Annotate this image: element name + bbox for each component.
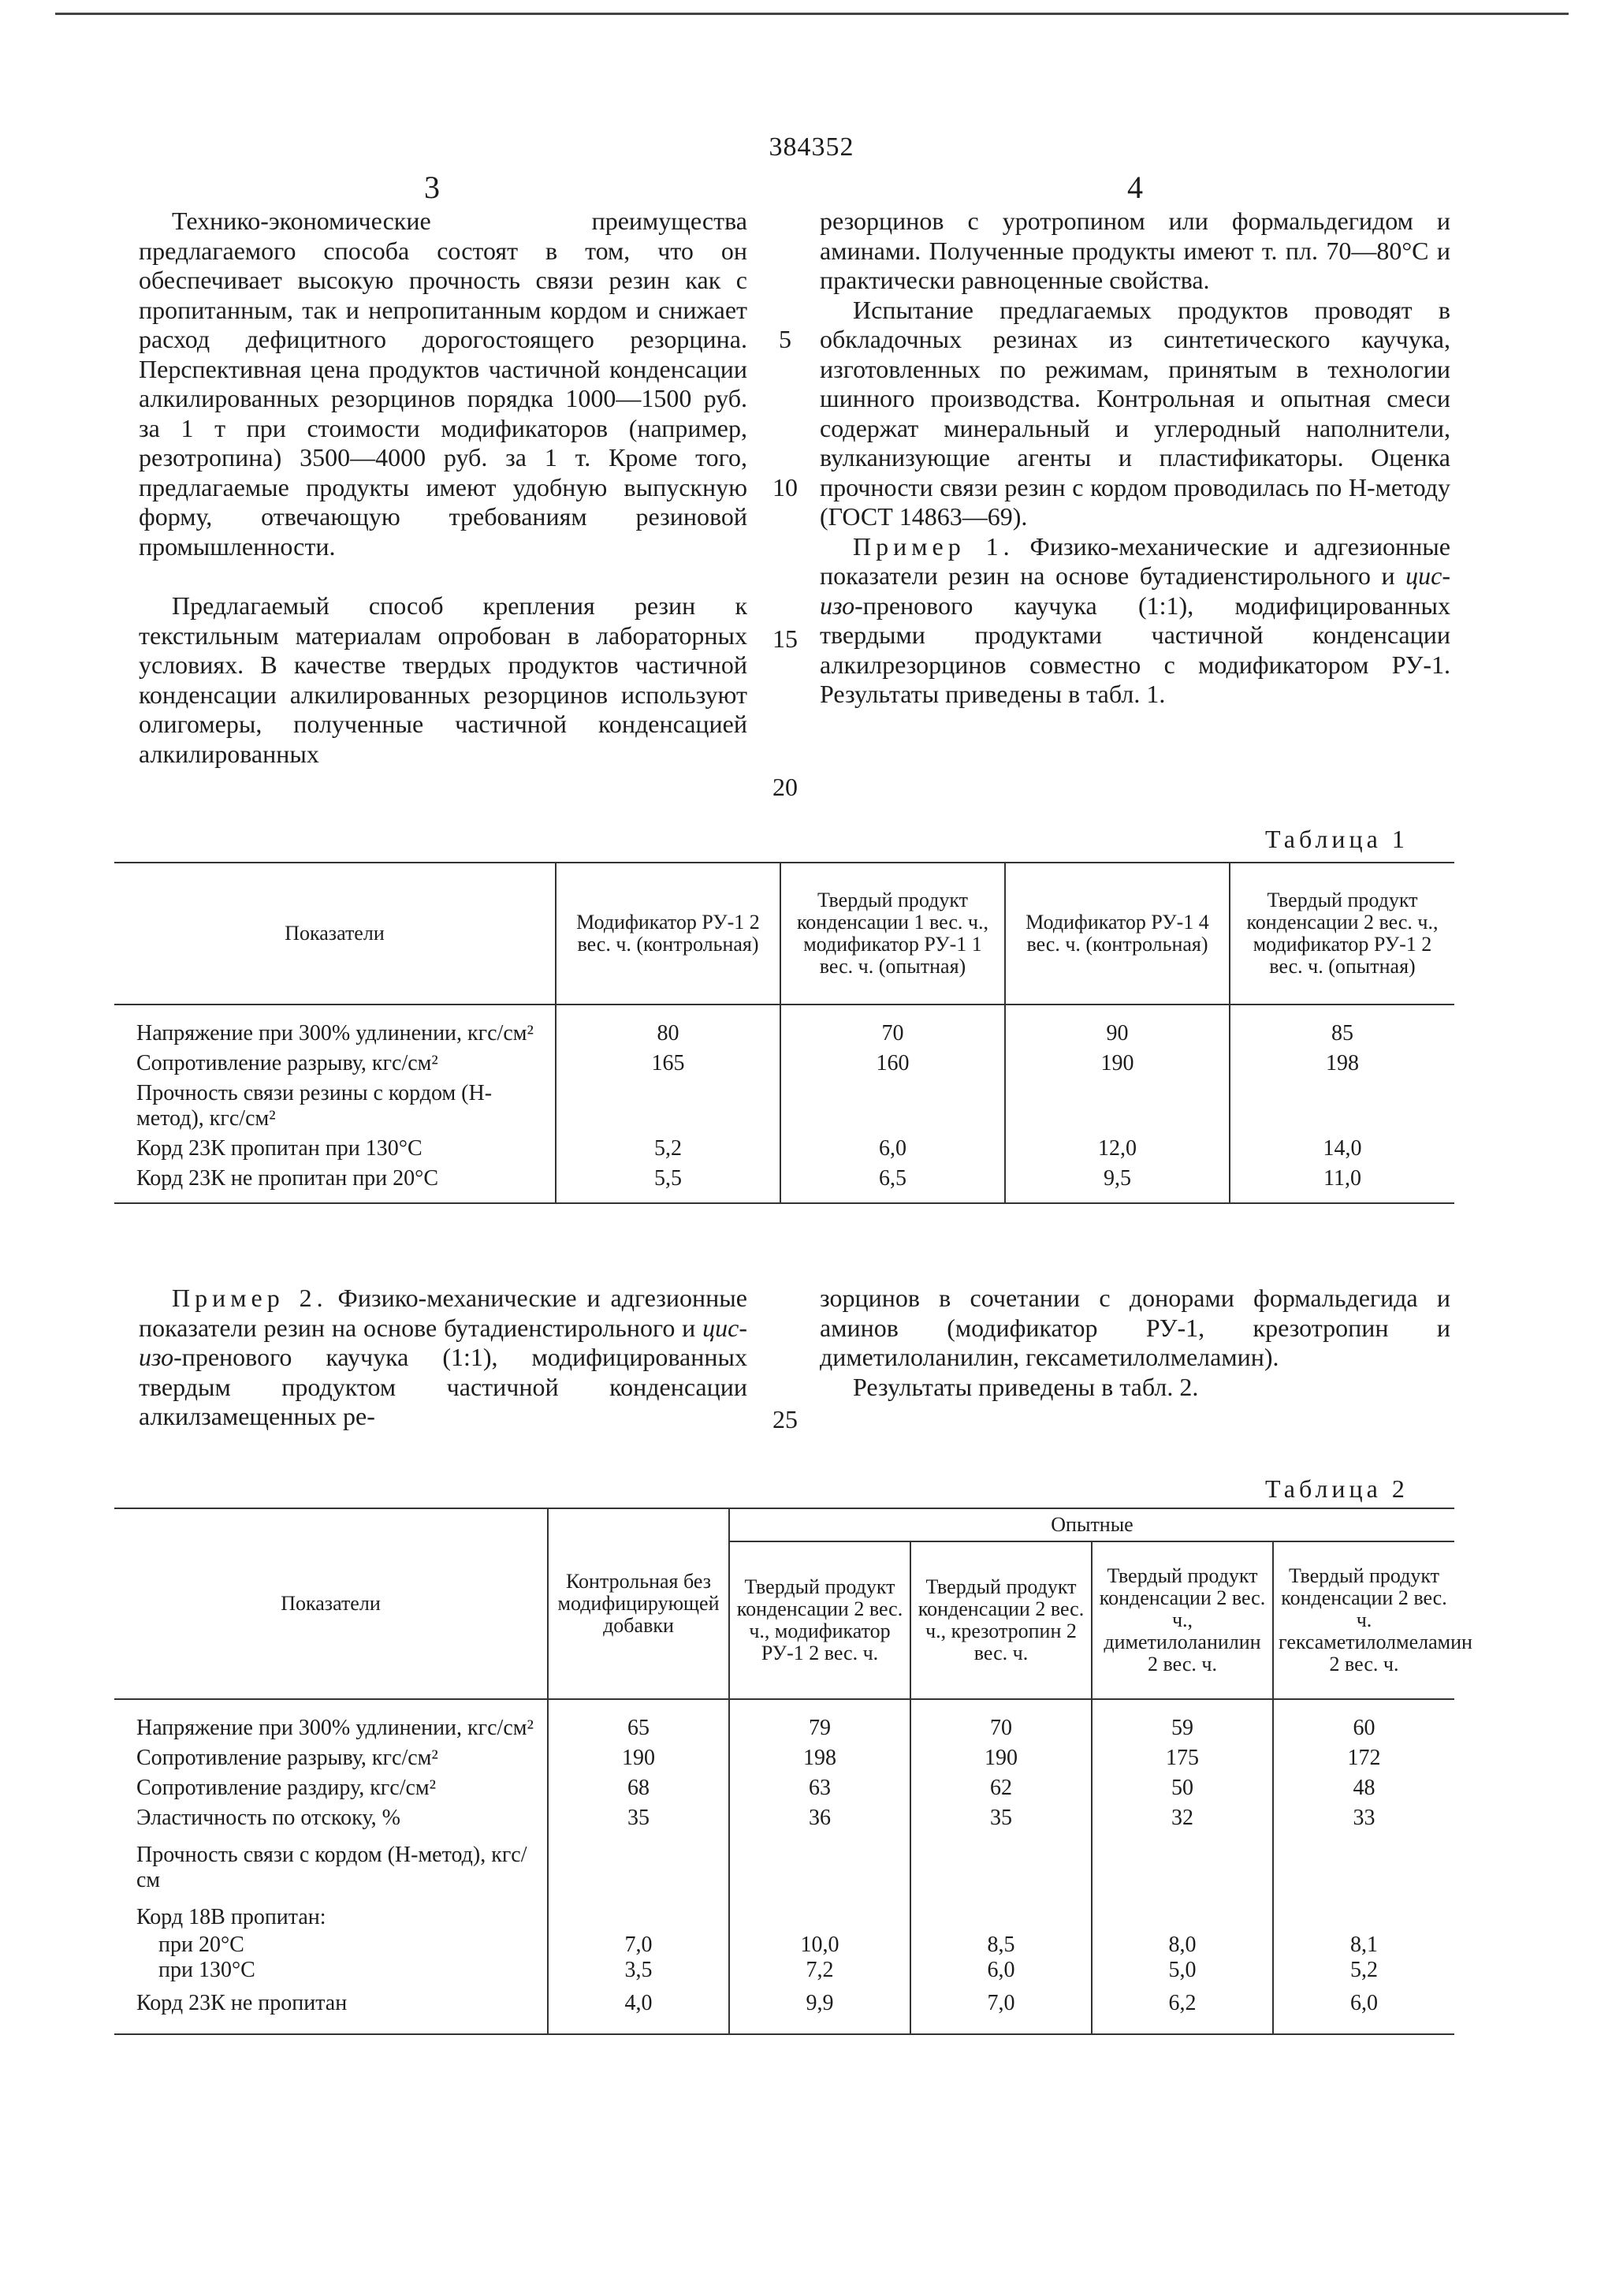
table-row [114,1049,1454,1079]
cell: 9,5 [1005,1164,1230,1203]
page-number-right: 4 [1127,170,1143,205]
row-label: Корд 18В пропитан: [136,1905,326,1929]
cell: 6,0 [1273,1983,1454,2034]
row-label: Эластичность по отскоку, % [136,1806,400,1830]
cell: 8,1 [1273,1933,1454,1958]
table-row [114,1004,1454,1049]
cell: 7,2 [729,1958,910,1983]
table-row [114,1803,1454,1833]
cell: 6,0 [780,1134,1005,1164]
table-1-header: Твердый продукт конденсации 1 вес. ч., модификатор РУ-1 1 вес. ч. (опытная) [780,863,1005,1004]
cell: 5,0 [1092,1958,1273,1983]
row-label: Сопротивление разрыву, кгс/см² [136,1746,438,1770]
example-2-text-end: -пренового каучука (1:1), модифицированных твердым продуктом частичной конденсации алкилзамещенных ре- [139,1343,747,1430]
table-2-header: Твердый продукт конденсации 2 вес. ч., диметилоланилин 2 вес. ч. [1092,1541,1273,1699]
page-number-left: 3 [424,170,440,205]
line-number: 20 [772,773,798,801]
row-label: Корд 23К пропитан при 130°С [136,1136,423,1161]
table-1-header: Модификатор РУ-1 2 вес. ч. (контрольная) [556,863,780,1004]
cell: 11,0 [1230,1164,1454,1203]
text-column-left-upper [139,207,747,769]
cell: 190 [910,1743,1092,1773]
table-2-header: Твердый продукт конденсации 2 вес. ч. гексаметилолмеламин 2 вес. ч. [1273,1541,1454,1699]
table-1 [114,862,1454,1204]
paragraph: Технико-экономические преимущества предлагаемого способа состоят в том, что он обеспечивает высокую прочность связи резин как с пропитанным, так и непропитанным кордом и снижает расход дефицитного дорогостоящего резорцина. Перспективная цена продуктов частичной конденсации алкилированных резорцинов порядка 1000—1500 руб. за 1 т при стоимости модификаторов (например, резотропина) 3500—4000 руб. за 1 т. Кроме того, предлагаемые продукты имеют удобную выпускную форму, отвечающую требованиям резиновой промышленности. [139,207,747,561]
cell: 70 [780,1004,1005,1049]
cell: 12,0 [1005,1134,1230,1164]
cell: 70 [910,1699,1092,1743]
example-1-paragraph [820,532,1450,710]
cell: 33 [1273,1803,1454,1833]
cell: 50 [1092,1773,1273,1803]
cell: 3,5 [548,1958,729,1983]
example-1-italic: цис-изо [820,561,1450,620]
line-number: 5 [779,325,791,353]
row-label: Сопротивление разрыву, кгс/см² [136,1051,438,1075]
cell: 190 [548,1743,729,1773]
text-column-right-lower [820,1284,1450,1402]
cell [548,1833,729,1895]
cell: 10,0 [729,1933,910,1958]
cell: 175 [1092,1743,1273,1773]
row-label: Прочность связи с кордом (Н-метод), кгс/см [136,1843,527,1892]
cell [1230,1079,1454,1134]
example-2-paragraph [139,1284,747,1432]
cell [1092,1833,1273,1895]
cell: 5,2 [556,1134,780,1164]
cell: 80 [556,1004,780,1049]
patent-number: 384352 [769,132,854,162]
cell [780,1079,1005,1134]
cell: 5,5 [556,1164,780,1203]
cell: 6,0 [910,1958,1092,1983]
cell: 85 [1230,1004,1454,1049]
example-2-text: Физико-механические и адгезионные показатели резин на основе бутадиенстирольного и [139,1284,748,1342]
table-row [114,1958,1454,1983]
row-label: Прочность связи резины с кордом (Н-метод), кгс/см² [136,1081,493,1131]
cell: 190 [1005,1049,1230,1079]
example-1-text: Физико-механические и адгезионные показатели резин на основе бутадиенстирольного и [820,531,1451,590]
table-1-header: Модификатор РУ-1 4 вес. ч. (контрольная) [1005,863,1230,1004]
row-label: Сопротивление раздиру, кгс/см² [136,1776,437,1800]
paragraph: Предлагаемый способ крепления резин к текстильным материалам опробован в лабораторных условиях. В качестве твердых продуктов частичной конденсации алкилированных резорцинов используют олигомеры, полученные частичной конденсацией алкилированных [139,591,747,768]
table-1-caption: Таблица 1 [1265,825,1409,853]
cell: 62 [910,1773,1092,1803]
table-row [114,1933,1454,1958]
cell [1273,1833,1454,1895]
cell: 90 [1005,1004,1230,1049]
table-2 [114,1508,1472,2035]
table-row [114,1164,1454,1203]
cell [1273,1895,1454,1933]
top-rule [55,13,1569,15]
example-2-italic: цис-изо [139,1313,747,1371]
cell: 160 [780,1049,1005,1079]
example-1-label: Пример 1. [853,531,1014,561]
cell [556,1079,780,1134]
cell [548,1895,729,1933]
cell: 35 [548,1803,729,1833]
cell: 9,9 [729,1983,910,2034]
example-1-text-end: -пренового каучука (1:1), модифицированных твердыми продуктами частичной конденсации алкилрезорцинов совместно с модификатором РУ-1. Результаты приведены в табл. 1. [820,591,1450,708]
line-number: 15 [772,624,798,653]
cell: 198 [729,1743,910,1773]
cell [910,1895,1092,1933]
paragraph: резорцинов с уротропином или формальдегидом и аминами. Полученные продукты имеют т. пл. 70—80°С и практически равноценные свойства. [820,207,1450,294]
table-2-header: Контрольная без модифицирующей добавки [548,1508,729,1699]
cell: 59 [1092,1699,1273,1743]
cell: 165 [556,1049,780,1079]
example-2-label: Пример 2. [172,1284,328,1312]
cell: 8,0 [1092,1933,1273,1958]
table-2-caption: Таблица 2 [1265,1474,1409,1503]
cell: 48 [1273,1773,1454,1803]
cell [729,1895,910,1933]
row-label: при 130°С [158,1958,255,1982]
cell: 7,0 [910,1983,1092,2034]
table-2-header: Твердый продукт конденсации 2 вес. ч., модификатор РУ-1 2 вес. ч. [729,1541,910,1699]
cell [1005,1079,1230,1134]
row-label: Напряжение при 300% удлинении, кгс/см² [136,1021,534,1046]
table-row [114,1079,1454,1134]
cell: 60 [1273,1699,1454,1743]
cell: 7,0 [548,1933,729,1958]
text-column-right-upper [820,207,1450,710]
cell [910,1833,1092,1895]
row-label: Корд 23К не пропитан [136,1991,348,2015]
table-row [114,1134,1454,1164]
table-row [114,1743,1454,1773]
text-column-left-lower [139,1284,747,1432]
paragraph: Результаты приведены в табл. 2. [853,1372,1199,1401]
row-label: при 20°С [158,1933,244,1957]
table-1-header: Твердый продукт конденсации 2 вес. ч., модификатор РУ-1 2 вес. ч. (опытная) [1230,863,1454,1004]
paragraph: Испытание предлагаемых продуктов проводят в обкладочных резинах из синтетического каучука, изготовленных по режимам, принятым в технологии шинного производства. Контрольная и опытная смеси содержат минеральный и углеродный наполнители, вулканизующие агенты и пластификаторы. Оценка прочности связи резин с кордом проводилась по Н-методу (ГОСТ 14863—69). [820,295,1450,531]
line-number: 25 [772,1405,798,1433]
cell: 79 [729,1699,910,1743]
paragraph: зорцинов в сочетании с донорами формальдегида и аминов (модификатор РУ-1, крезотропин и диметилоланилин, гексаметилолмеламин). [820,1284,1450,1371]
table-row [114,1833,1454,1895]
row-label: Корд 23К не пропитан при 20°С [136,1166,439,1191]
table-2-header: Показатели [114,1508,548,1699]
cell: 8,5 [910,1933,1092,1958]
cell: 35 [910,1803,1092,1833]
cell: 65 [548,1699,729,1743]
cell: 5,2 [1273,1958,1454,1983]
table-2-group-header: Опытные [729,1508,1454,1541]
cell [1092,1895,1273,1933]
table-row [114,1699,1454,1743]
cell: 6,5 [780,1164,1005,1203]
cell: 172 [1273,1743,1454,1773]
table-2-header: Твердый продукт конденсации 2 вес. ч., крезотропин 2 вес. ч. [910,1541,1092,1699]
cell: 14,0 [1230,1134,1454,1164]
table-row [114,1895,1454,1933]
cell: 36 [729,1803,910,1833]
cell: 63 [729,1773,910,1803]
cell: 68 [548,1773,729,1803]
cell: 6,2 [1092,1983,1273,2034]
table-row [114,1773,1454,1803]
cell: 198 [1230,1049,1454,1079]
table-1-header: Показатели [114,863,556,1004]
cell: 4,0 [548,1983,729,2034]
cell [729,1833,910,1895]
row-label: Напряжение при 300% удлинении, кгс/см² [136,1716,534,1740]
table-row [114,1983,1454,2034]
cell: 32 [1092,1803,1273,1833]
line-number: 10 [772,473,798,501]
